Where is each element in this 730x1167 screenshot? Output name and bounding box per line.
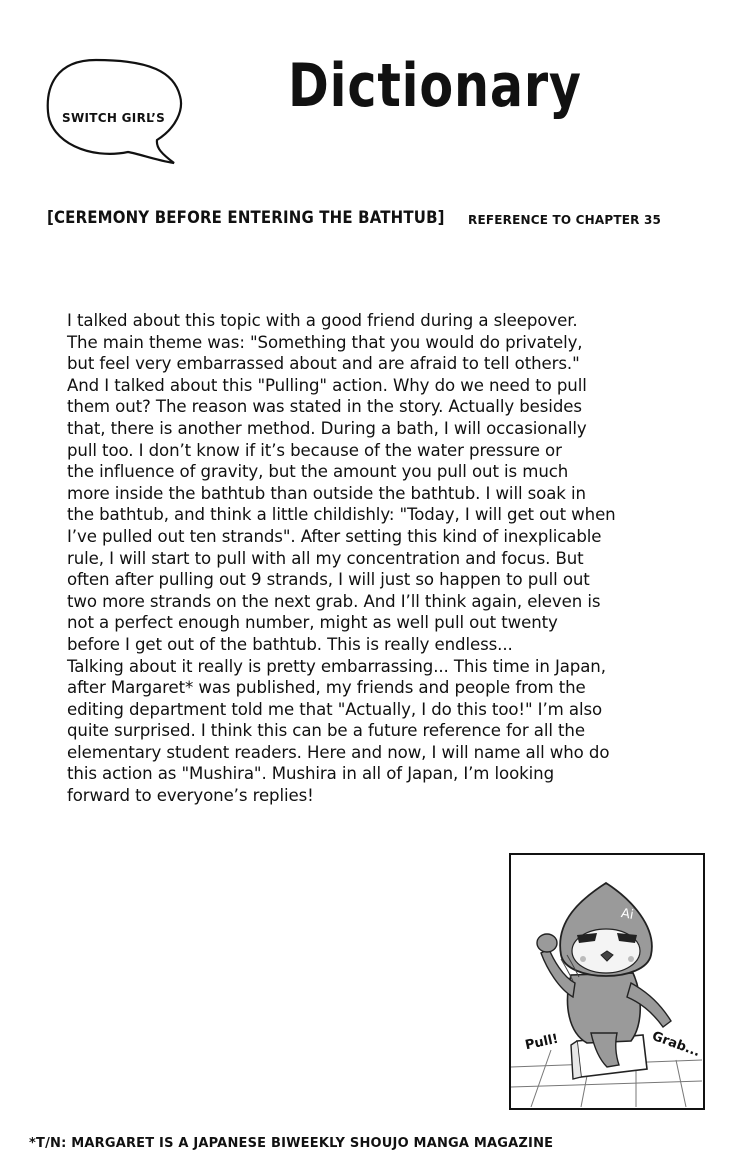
body-line: I’ve pulled out ten strands". After setting this kind of inexplicable [67, 526, 602, 546]
body-line: them out? The reason was stated in the story. Actually besides [67, 397, 582, 417]
body-line: pull too. I don’t know if it’s because of the water pressure or [67, 440, 562, 460]
body-line: two more strands on the next grab. And I’ll think again, eleven is [67, 591, 601, 611]
body-line: quite surprised. I think this can be a future reference for all the [67, 721, 585, 741]
body-line: not a perfect enough number, might as well pull out twenty [67, 613, 558, 633]
chapter-reference: REFERENCE TO CHAPTER 35 [468, 213, 662, 227]
body-line: Talking about it really is pretty embarrassing... This time in Japan, [67, 656, 606, 676]
body-line: The main theme was: "Something that you would do privately, [67, 332, 583, 352]
page-title: Dictionary [288, 51, 582, 121]
speech-bubble [0, 0, 190, 170]
translator-footnote: *T/N: MARGARET IS A JAPANESE BIWEEKLY SHOUJO MANGA MAGAZINE [29, 1136, 554, 1151]
mascot-head-label: Ai [619, 906, 635, 923]
mascot-illustration [511, 855, 702, 1107]
body-line: but feel very embarrassed about and are afraid to tell others." [67, 354, 580, 374]
section-heading: [CEREMONY BEFORE ENTERING THE BATHTUB] [47, 208, 445, 228]
body-line: often after pulling out 9 strands, I will just so happen to pull out [67, 570, 590, 590]
body-line: this action as "Mushira". Mushira in all of Japan, I’m looking [67, 764, 555, 784]
body-line: before I get out of the bathtub. This is really endless... [67, 634, 513, 654]
body-line: the bathtub, and think a little childishly: "Today, I will get out when [67, 505, 616, 525]
body-text [67, 310, 667, 807]
bubble-label: SWITCH GIRL’S [62, 111, 166, 125]
illustration-panel [509, 853, 705, 1110]
body-line: the influence of gravity, but the amount you pull out is much [67, 462, 569, 482]
body-line: And I talked about this "Pulling" action. Why do we need to pull [67, 375, 587, 395]
pull-caption: Pull! [523, 1031, 560, 1054]
body-line: elementary student readers. Here and now, I will name all who do [67, 742, 610, 762]
grab-caption: Grab... [649, 1028, 703, 1061]
body-line: more inside the bathtub than outside the bathtub. I will soak in [67, 483, 586, 503]
body-line: that, there is another method. During a bath, I will occasionally [67, 418, 587, 438]
body-line: I talked about this topic with a good friend during a sleepover. [67, 311, 578, 330]
body-line: rule, I will start to pull with all my concentration and focus. But [67, 548, 584, 568]
body-line: forward to everyone’s replies! [67, 786, 314, 806]
body-line: after Margaret* was published, my friends and people from the [67, 678, 586, 698]
mascot-head [560, 883, 652, 976]
body-line: editing department told me that "Actually, I do this too!" I’m also [67, 699, 603, 719]
